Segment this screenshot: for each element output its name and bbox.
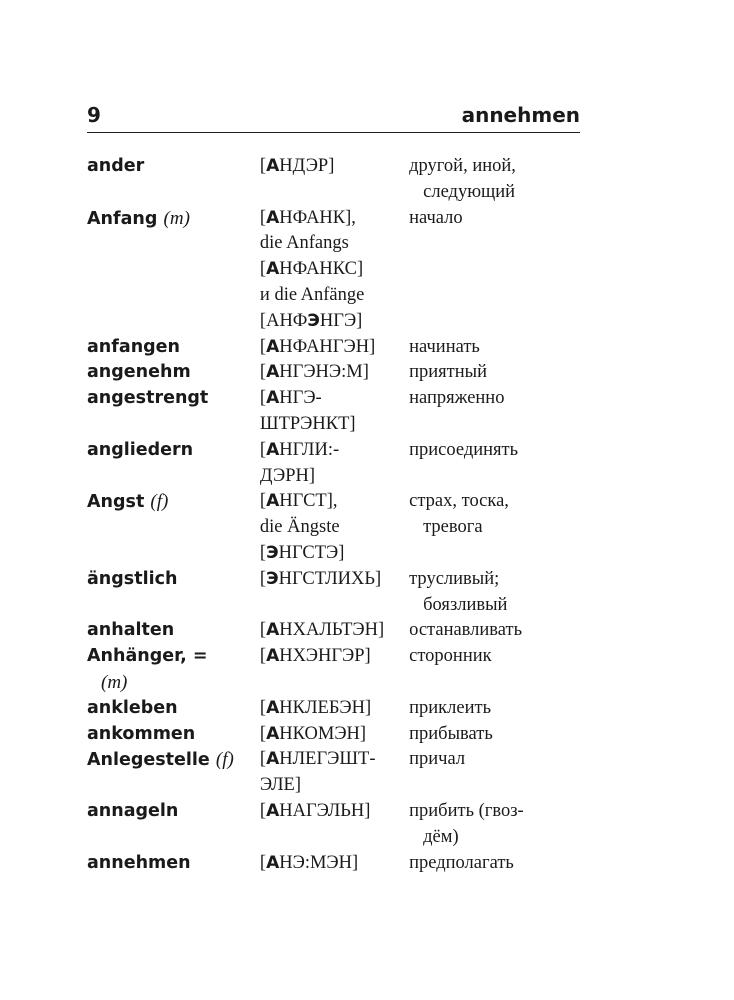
transcription bbox=[260, 696, 409, 722]
headword-text: ängstlich bbox=[87, 568, 178, 589]
translation bbox=[409, 154, 587, 206]
headword bbox=[87, 206, 260, 335]
stressed-letter: Э bbox=[266, 542, 279, 563]
stressed-letter: А bbox=[266, 207, 280, 228]
transcription-line: [ЭНГСТЛИХЬ] bbox=[259, 568, 382, 589]
translation bbox=[409, 386, 587, 438]
translation-line: приятный bbox=[409, 362, 488, 383]
translation-line: дём) bbox=[423, 826, 459, 847]
translation-line: трусливый; bbox=[409, 568, 500, 589]
dictionary-entry bbox=[87, 567, 587, 619]
transcription-line: [АНХАЛЬТЭН] bbox=[259, 620, 385, 641]
transcription-line: [АНЛЕГЭШТ- bbox=[259, 749, 376, 770]
translation-line: прибывать bbox=[409, 723, 493, 744]
transcription bbox=[260, 335, 409, 361]
transcription-line: [АНФАНКС] bbox=[259, 259, 364, 280]
transcription-line: [АНГСТ], bbox=[259, 491, 338, 512]
transcription-line: [АНГЭНЭ:М] bbox=[259, 362, 369, 383]
translation-line: страх, тоска, bbox=[409, 491, 509, 512]
page-header bbox=[87, 100, 580, 133]
dictionary-entries bbox=[87, 154, 587, 876]
transcription bbox=[260, 851, 409, 877]
headword-text: ankommen bbox=[87, 723, 196, 744]
translation-line: предполагать bbox=[409, 852, 514, 873]
translation bbox=[409, 360, 587, 386]
transcription bbox=[260, 154, 409, 206]
transcription bbox=[260, 747, 409, 799]
headword bbox=[87, 386, 260, 438]
headword-text: anfangen bbox=[87, 336, 181, 357]
gender-label: (m) bbox=[163, 207, 190, 229]
transcription-line: ШТРЭНКТ] bbox=[259, 413, 356, 434]
headword-text: angestrengt bbox=[87, 388, 209, 409]
translation bbox=[409, 696, 587, 722]
stressed-letter: А bbox=[266, 697, 280, 718]
headword-text: anhalten bbox=[87, 620, 175, 641]
stressed-letter: А bbox=[266, 491, 280, 512]
translation-line: напряженно bbox=[409, 388, 505, 409]
translation-line: приклеить bbox=[409, 697, 492, 718]
transcription-line: [АНКОМЭН] bbox=[259, 723, 367, 744]
stressed-letter: Э bbox=[307, 310, 320, 331]
translation-line: причал bbox=[409, 749, 466, 770]
translation bbox=[409, 747, 587, 799]
headword bbox=[87, 696, 260, 722]
headword-text: annehmen bbox=[87, 852, 191, 873]
translation-line: боязливый bbox=[423, 594, 508, 615]
transcription-line: die Anfangs bbox=[259, 233, 349, 254]
stressed-letter: Э bbox=[266, 568, 279, 589]
translation-line: присоединять bbox=[409, 439, 519, 460]
stressed-letter: А bbox=[266, 388, 280, 409]
headword-text: Angst bbox=[87, 492, 145, 513]
dictionary-entry bbox=[87, 851, 587, 877]
transcription-line: [АНДЭР] bbox=[259, 156, 335, 176]
stressed-letter: А bbox=[266, 800, 280, 821]
headword-text: ander bbox=[87, 156, 145, 176]
stressed-letter: А bbox=[266, 620, 280, 641]
headword-text: angenehm bbox=[87, 362, 191, 383]
headword-line bbox=[87, 206, 260, 233]
headword-line bbox=[87, 799, 260, 825]
translation-line: начало bbox=[409, 207, 463, 228]
transcription-line: ЭЛЕ] bbox=[259, 775, 301, 796]
headword bbox=[87, 799, 260, 851]
dictionary-entry bbox=[87, 696, 587, 722]
gender-label: (f) bbox=[215, 749, 234, 771]
translation bbox=[409, 799, 587, 851]
stressed-letter: А bbox=[266, 439, 280, 460]
translation bbox=[409, 644, 587, 696]
headword bbox=[87, 438, 260, 490]
headword-line bbox=[87, 567, 260, 593]
dictionary-entry bbox=[87, 722, 587, 748]
headword bbox=[87, 360, 260, 386]
dictionary-entry bbox=[87, 386, 587, 438]
transcription bbox=[260, 386, 409, 438]
headword-line bbox=[87, 489, 260, 516]
transcription-line: [АНГЛИ:- bbox=[259, 439, 340, 460]
headword bbox=[87, 644, 260, 696]
transcription-line: [АНКЛЕБЭН] bbox=[259, 697, 372, 718]
dictionary-entry bbox=[87, 618, 587, 644]
transcription bbox=[260, 489, 409, 566]
headword-text: angliedern bbox=[87, 439, 194, 460]
translation-line: тревога bbox=[423, 517, 483, 538]
headword bbox=[87, 851, 260, 877]
stressed-letter: А bbox=[266, 723, 280, 744]
transcription-line: [АНГЭ- bbox=[259, 388, 322, 409]
translation bbox=[409, 722, 587, 748]
translation bbox=[409, 489, 587, 566]
gender-label: (f) bbox=[150, 491, 169, 513]
transcription-line: [АНФАНГЭН] bbox=[259, 336, 376, 357]
translation bbox=[409, 567, 587, 619]
headword-line bbox=[87, 335, 260, 361]
dictionary-entry bbox=[87, 154, 587, 206]
headword-line bbox=[87, 696, 260, 722]
headword-text: Anfang bbox=[87, 208, 158, 229]
transcription-line: [АНХЭНГЭР] bbox=[259, 646, 371, 667]
translation-line: начинать bbox=[409, 336, 480, 357]
headword bbox=[87, 567, 260, 619]
translation-line: останавливать bbox=[409, 620, 523, 641]
headword-line bbox=[87, 154, 260, 180]
transcription-line: [АНФЭНГЭ] bbox=[259, 310, 363, 331]
headword bbox=[87, 154, 260, 206]
headword-text: ankleben bbox=[87, 697, 178, 718]
dictionary-entry bbox=[87, 644, 587, 696]
translation bbox=[409, 206, 587, 335]
translation-line: прибить (гвоз- bbox=[409, 800, 524, 821]
headword-line bbox=[87, 360, 260, 386]
headword bbox=[87, 722, 260, 748]
headword bbox=[87, 747, 260, 799]
running-head: annehmen bbox=[461, 103, 580, 127]
transcription bbox=[260, 722, 409, 748]
transcription bbox=[260, 799, 409, 851]
headword-text: Anlegestelle bbox=[87, 750, 210, 771]
transcription-line: [АНАГЭЛЬН] bbox=[259, 800, 371, 821]
headword bbox=[87, 335, 260, 361]
transcription-line: [АНФАНК], bbox=[259, 207, 356, 228]
translation bbox=[409, 335, 587, 361]
gender-label: (m) bbox=[101, 671, 128, 693]
stressed-letter: А bbox=[266, 156, 280, 176]
dictionary-entry bbox=[87, 438, 587, 490]
translation bbox=[409, 618, 587, 644]
transcription-line: [АНЭ:МЭН] bbox=[259, 852, 359, 873]
stressed-letter: А bbox=[266, 362, 280, 383]
page-number: 9 bbox=[87, 103, 101, 127]
dictionary-entry bbox=[87, 335, 587, 361]
headword bbox=[87, 618, 260, 644]
headword-line bbox=[87, 386, 260, 412]
transcription bbox=[260, 438, 409, 490]
translation-line: другой, иной, bbox=[409, 156, 516, 176]
headword-line bbox=[87, 747, 260, 774]
transcription bbox=[260, 618, 409, 644]
transcription bbox=[260, 567, 409, 619]
headword-text: annageln bbox=[87, 800, 179, 821]
translation-line: следующий bbox=[423, 181, 516, 202]
dictionary-entry bbox=[87, 360, 587, 386]
stressed-letter: А bbox=[266, 852, 280, 873]
stressed-letter: А bbox=[266, 336, 280, 357]
translation bbox=[409, 851, 587, 877]
headword-line bbox=[87, 438, 260, 464]
transcription bbox=[260, 360, 409, 386]
dictionary-entry bbox=[87, 799, 587, 851]
transcription-line: и die Anfänge bbox=[259, 284, 365, 305]
dictionary-entry bbox=[87, 489, 587, 566]
stressed-letter: А bbox=[266, 259, 280, 280]
dictionary-entry bbox=[87, 747, 587, 799]
stressed-letter: А bbox=[266, 646, 280, 667]
transcription bbox=[260, 206, 409, 335]
transcription bbox=[260, 644, 409, 696]
headword-line bbox=[87, 722, 260, 748]
headword bbox=[87, 489, 260, 566]
headword-line bbox=[87, 618, 260, 644]
headword-line bbox=[87, 851, 260, 877]
headword-text: Anhänger, = bbox=[87, 646, 208, 667]
transcription-line: [ЭНГСТЭ] bbox=[259, 542, 345, 563]
translation-line: сторонник bbox=[409, 646, 492, 667]
translation bbox=[409, 438, 587, 490]
stressed-letter: А bbox=[266, 749, 280, 770]
transcription-line: die Ängste bbox=[259, 517, 340, 538]
dictionary-entry bbox=[87, 206, 587, 335]
transcription-line: ДЭРН] bbox=[259, 465, 316, 486]
